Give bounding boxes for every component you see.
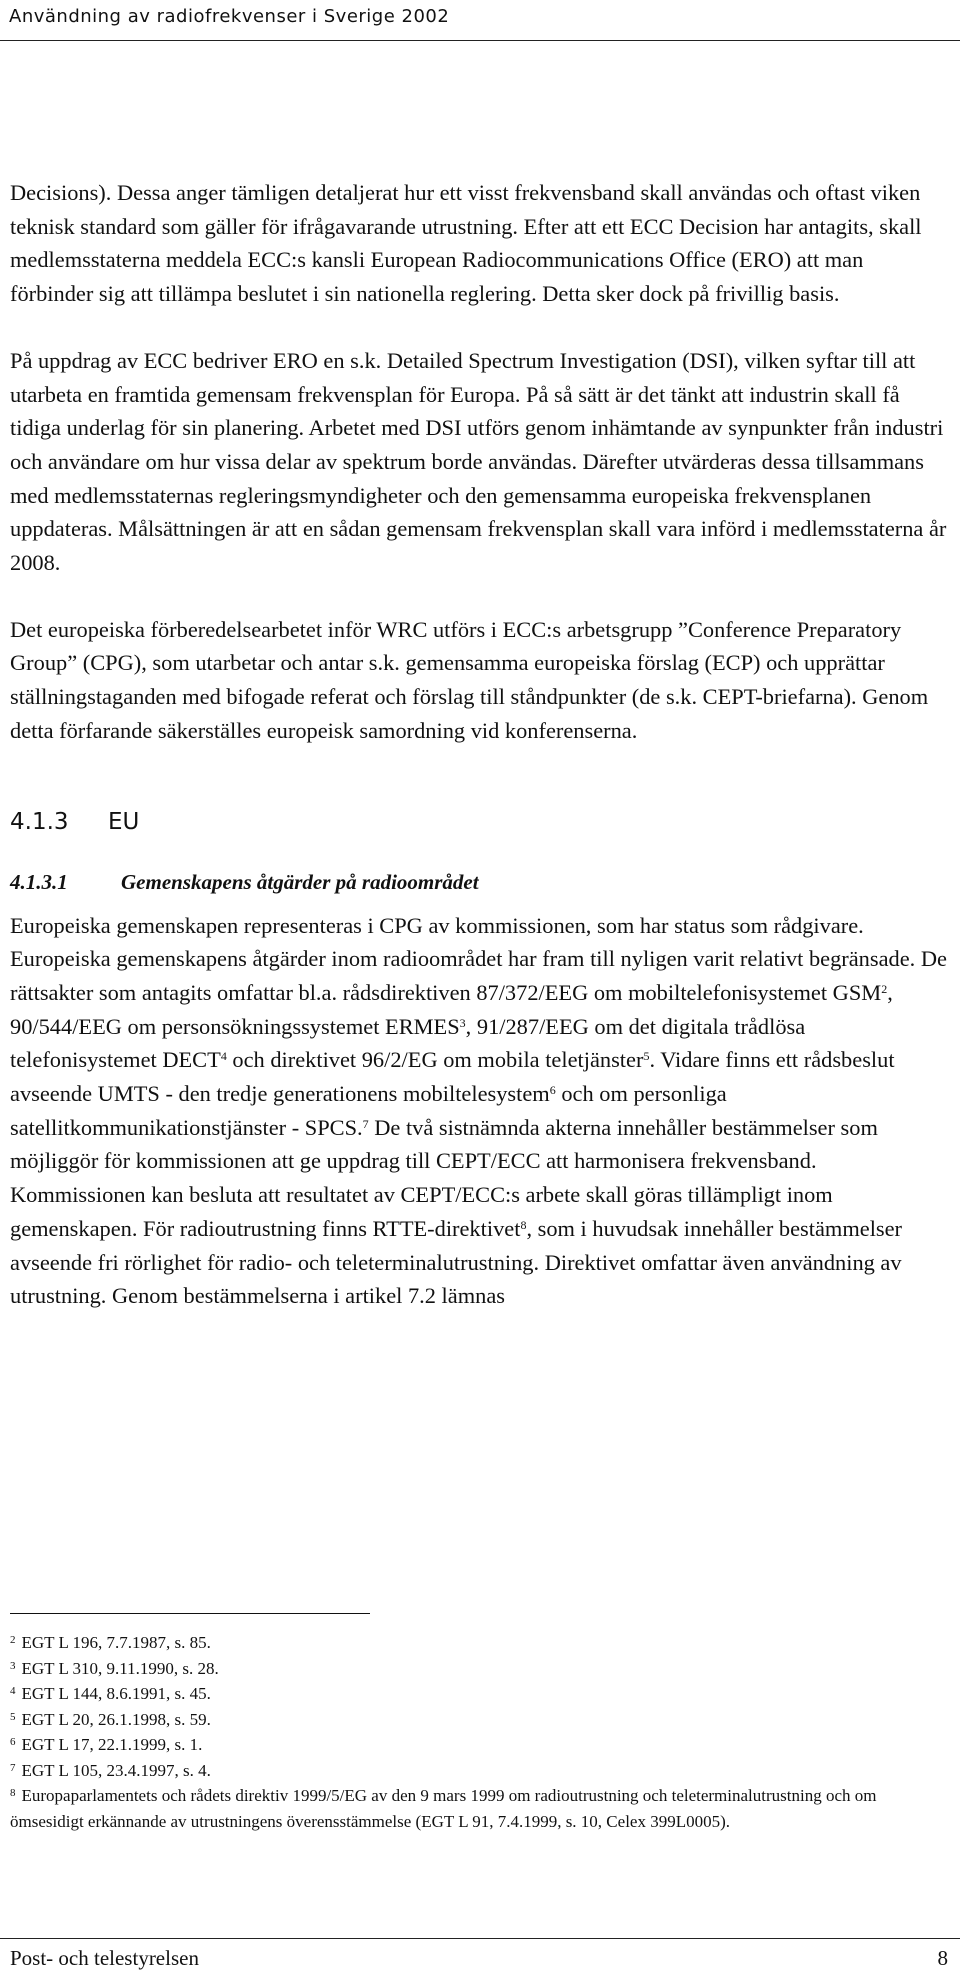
footnote-text: EGT L 144, 8.6.1991, s. 45. bbox=[21, 1684, 211, 1703]
footnote-number: 4 bbox=[10, 1685, 16, 1697]
footnote-number: 7 bbox=[10, 1761, 16, 1774]
text-run: . Vidare finns ett rådsbeslut avseende UMTS - den tredje generationens mobiltelesystem bbox=[10, 1047, 895, 1107]
paragraph bbox=[10, 909, 950, 1313]
footer-publisher: Post- och telestyrelsen bbox=[10, 1946, 199, 1970]
footnote bbox=[10, 1758, 950, 1784]
section-heading bbox=[10, 805, 950, 839]
subsection-title: Gemenskapens åtgärder på radioområdet bbox=[121, 869, 479, 894]
paragraph: Decisions). Dessa anger tämligen detaljerat hur ett visst frekvensband skall användas och oftast viken teknisk standard som gäller för ifrågavarande utrustning. Efter att ett ECC Decision har antagits, skall medlemsstaterna meddela ECC:s kansli European Radiocommunications Office (ERO) att man förbinder sig att tillämpa beslutet i sin nationella reglering. Detta sker dock på frivillig basis. bbox=[10, 180, 922, 307]
text-run: och direktivet 96/2/EG om mobila teletjänster bbox=[226, 1047, 644, 1073]
paragraph: Det europeiska förberedelsearbetet inför WRC utförs i ECC:s arbetsgrupp ”Conference Preparatory Group” (CPG), som utarbetar och antar s.k. gemensamma europeiska förslag (ECP) och upprättar ställningstaganden med bifogade referat och förslag till ståndpunkter (de s.k. CEPT-briefarna). Genom detta förfarande säkerställes europeisk samordning vid konferenserna. bbox=[10, 616, 929, 743]
text-run: , som i huvudsak innehåller bestämmelser avseende fri rörlighet för radio- och teleterminalutrustning. Direktivet omfattar även användning av utrustning. Genom bestämmelserna i artikel 7.2 lämnas bbox=[10, 1215, 903, 1309]
footnote-text: EGT L 105, 23.4.1997, s. 4. bbox=[21, 1760, 211, 1780]
footnote-text: EGT L 310, 9.11.1990, s. 28. bbox=[21, 1658, 219, 1678]
footnotes bbox=[10, 1630, 950, 1834]
running-header: Användning av radiofrekvenser i Sverige 2002 bbox=[9, 6, 450, 27]
footnote-ref[interactable]: 4 bbox=[220, 1049, 227, 1064]
footnote-number: 3 bbox=[10, 1659, 16, 1672]
footnote-number: 5 bbox=[10, 1710, 16, 1723]
footnote bbox=[10, 1783, 950, 1834]
footnote-number: 8 bbox=[10, 1787, 16, 1799]
page-number: 8 bbox=[937, 1946, 948, 1970]
footnote-ref[interactable]: 6 bbox=[549, 1083, 556, 1098]
text-run: , 90/544/EEG om personsökningssystemet ERMES bbox=[10, 979, 893, 1039]
footnote-ref[interactable]: 3 bbox=[459, 1015, 466, 1030]
footnote bbox=[10, 1681, 950, 1707]
footnote-ref[interactable]: 5 bbox=[643, 1049, 650, 1064]
subsection-heading bbox=[10, 866, 950, 898]
footer-divider bbox=[0, 1938, 960, 1939]
footnote-text: Europaparlamentets och rådets direktiv 1999/5/EG av den 9 mars 1999 om radioutrustning och teleterminalutrustning och om ömsesidigt erkännande av utrustningens överensstämmelse (EGT L 91, 7.4.1999, s. 10, Celex 399L0005). bbox=[10, 1786, 877, 1831]
footnote-divider bbox=[10, 1613, 370, 1614]
footnote-text: EGT L 196, 7.7.1987, s. 85. bbox=[21, 1633, 211, 1652]
footnote-number: 6 bbox=[10, 1736, 16, 1748]
footnote bbox=[10, 1656, 950, 1682]
footnote bbox=[10, 1732, 950, 1758]
footnote bbox=[10, 1707, 950, 1733]
subsection-number: 4.1.3.1 bbox=[10, 869, 68, 894]
section-number: 4.1.3 bbox=[10, 808, 69, 835]
section-title: EU bbox=[108, 808, 140, 835]
text-run: De två sistnämnda akterna innehåller bestämmelser som möjliggör för kommissionen att ge uppdrag till CEPT/ECC att harmonisera frekvensband. Kommissionen kan besluta att resultatet av CEPT/ECC:s arbete skall göras tillämpligt inom gemenskapen. För radioutrustning finns RTTE-direktivet bbox=[10, 1114, 878, 1241]
text-run: Europeiska gemenskapen representeras i CPG av kommissionen, som har status som rådgivare. Europeiska gemenskapens åtgärder inom radioområdet har fram till nyligen varit relativt begränsade. De rättsakter som antagits omfattar bl.a. rådsdirektiven 87/372/EEG om mobiltelefonisystemet GSM bbox=[10, 912, 947, 1005]
footnote-ref[interactable]: 2 bbox=[881, 981, 888, 996]
footnote-ref[interactable]: 7 bbox=[362, 1116, 369, 1131]
text-run: , 91/287/EEG om det digitala trådlösa telefonisystemet DECT bbox=[10, 1013, 806, 1073]
footnote bbox=[10, 1630, 950, 1656]
body-text bbox=[10, 176, 950, 1313]
footnote-ref[interactable]: 8 bbox=[520, 1217, 527, 1232]
footnote-text: EGT L 17, 22.1.1999, s. 1. bbox=[21, 1735, 203, 1754]
footnote-text: EGT L 20, 26.1.1998, s. 59. bbox=[21, 1709, 211, 1729]
header-divider bbox=[0, 40, 960, 41]
footnote-number: 2 bbox=[10, 1634, 16, 1646]
text-run: och om personliga satellitkommunikationstjänster - SPCS. bbox=[10, 1081, 727, 1140]
paragraph: På uppdrag av ECC bedriver ERO en s.k. Detailed Spectrum Investigation (DSI), vilken syftar till att utarbeta en framtida gemensam frekvensplan för Europa. På så sätt är det tänkt att industrin skall få tidiga underlag för sin planering. Arbetet med DSI utförs genom inhämtande av synpunkter från industri och användare om hur vissa delar av spektrum borde användas. Därefter utvärderas dessa tillsammans med medlemsstaternas regleringsmyndigheter och den gemensamma europeiska frekvensplanen uppdateras. Målsättningen är att en sådan gemensam frekvensplan skall vara införd i medlemsstaterna år 2008. bbox=[10, 347, 947, 576]
